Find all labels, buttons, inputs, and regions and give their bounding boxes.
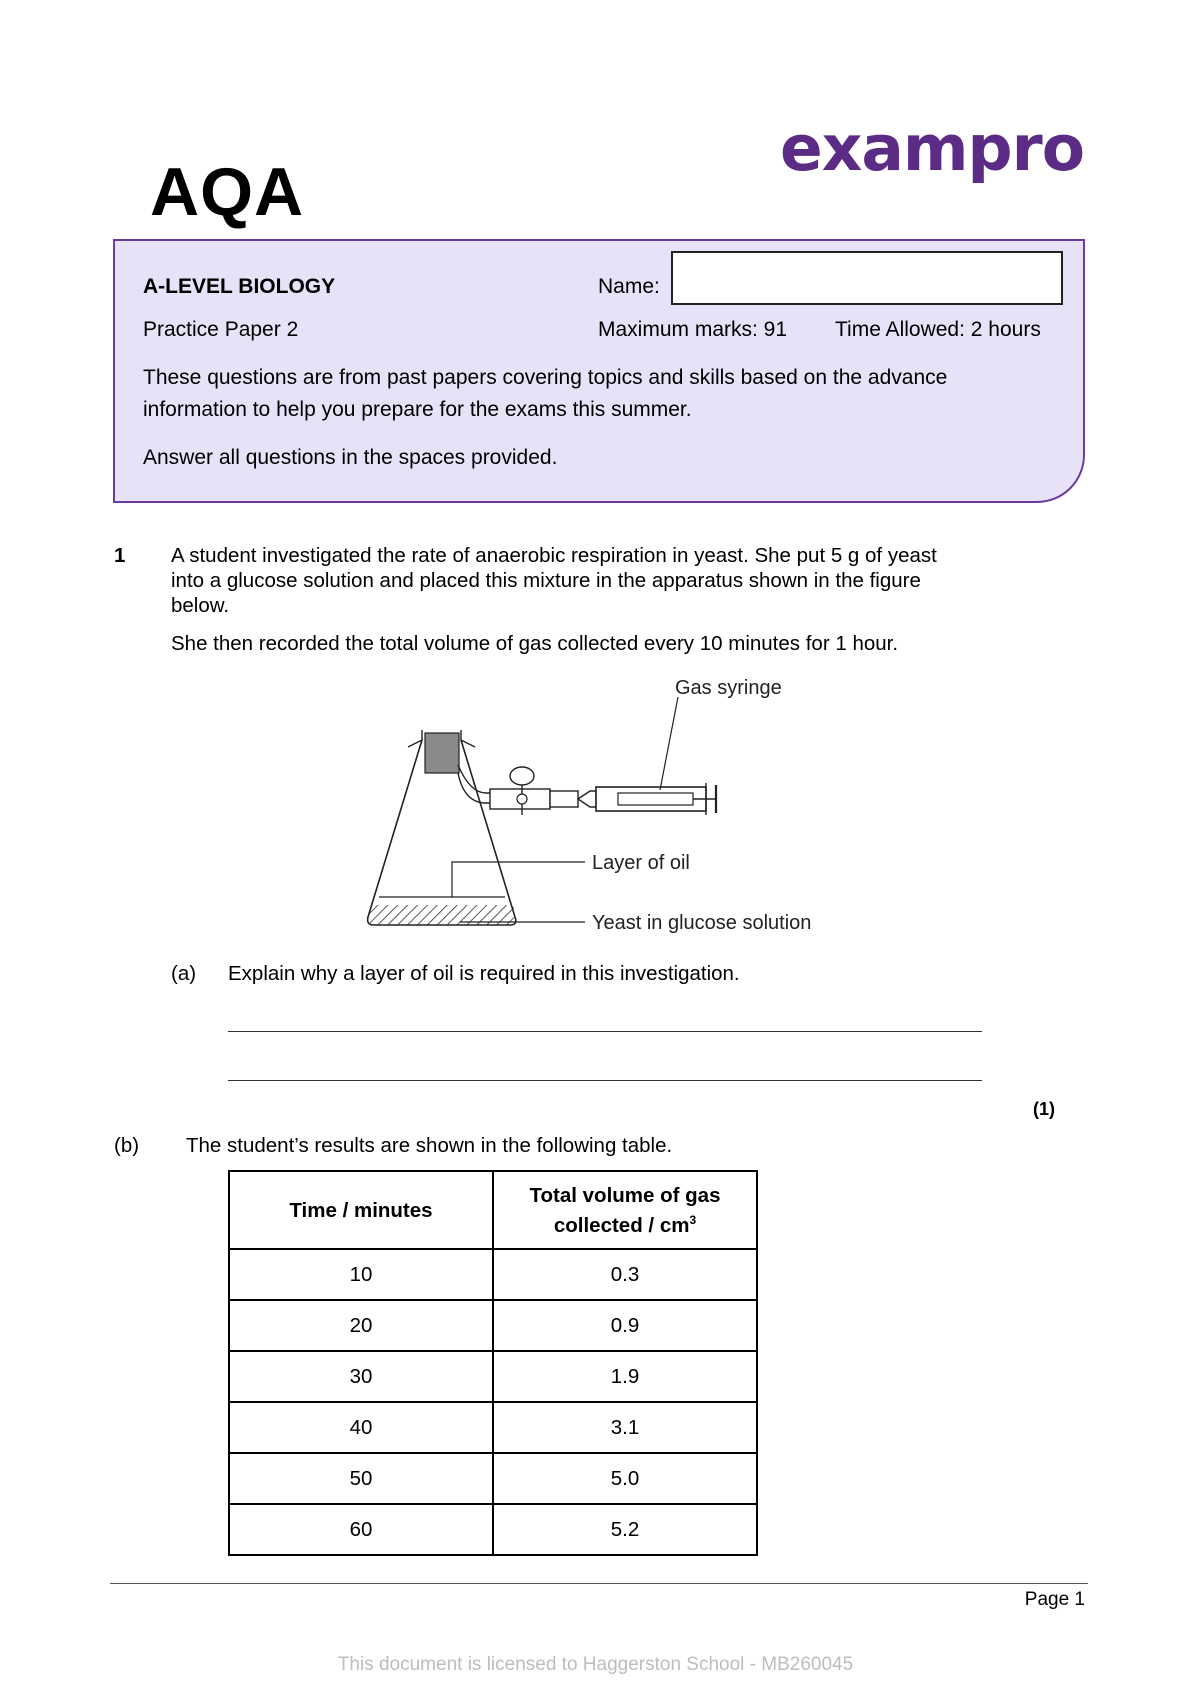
table-row xyxy=(229,1300,757,1351)
label-yeast-in-glucose: Yeast in glucose solution xyxy=(592,912,812,934)
exampro-logo xyxy=(780,112,1090,192)
license-watermark: This document is licensed to Haggerston School - MB260045 xyxy=(337,1654,854,1675)
label-layer-of-oil: Layer of oil xyxy=(592,852,690,874)
table-header-row xyxy=(229,1171,757,1249)
volume-cell: 0.9 xyxy=(493,1300,757,1351)
exam-board-title: AQA xyxy=(150,154,305,230)
gas-syringe xyxy=(550,783,716,815)
time-cell: 10 xyxy=(229,1249,493,1300)
bung xyxy=(425,733,459,773)
name-label: Name: xyxy=(598,275,660,298)
table-row xyxy=(229,1351,757,1402)
volume-cell: 1.9 xyxy=(493,1351,757,1402)
table-row xyxy=(229,1402,757,1453)
time-allowed: Time Allowed: 2 hours xyxy=(835,318,1041,341)
col-volume-header-line2: collected / cm xyxy=(553,1213,690,1237)
label-gas-syringe: Gas syringe xyxy=(675,677,782,699)
table-row xyxy=(229,1453,757,1504)
col-volume-header xyxy=(493,1171,757,1249)
cubed-superscript: 3 xyxy=(689,1212,697,1227)
question-line-4: She then recorded the total volume of gas collected every 10 minutes for 1 hour. xyxy=(171,632,899,655)
name-input-box[interactable] xyxy=(671,251,1063,305)
results-table xyxy=(228,1170,758,1556)
volume-cell: 3.1 xyxy=(493,1402,757,1453)
table-row xyxy=(229,1249,757,1300)
logo-text: exampro xyxy=(780,112,1084,185)
max-marks: Maximum marks: 91 xyxy=(598,318,788,341)
part-b-label: (b) xyxy=(114,1134,140,1157)
volume-cell: 5.2 xyxy=(493,1504,757,1555)
col-volume-header-line1: Total volume of gas xyxy=(529,1183,721,1207)
volume-cell: 5.0 xyxy=(493,1453,757,1504)
volume-cell: 0.3 xyxy=(493,1249,757,1300)
time-cell: 50 xyxy=(229,1453,493,1504)
info-line-2: information to help you prepare for the exams this summer. xyxy=(143,398,692,421)
subject-title: A-LEVEL BIOLOGY xyxy=(143,275,336,298)
apparatus-diagram xyxy=(360,665,830,950)
question-number: 1 xyxy=(114,544,126,567)
time-cell: 60 xyxy=(229,1504,493,1555)
footer-divider xyxy=(110,1583,1088,1584)
time-cell: 20 xyxy=(229,1300,493,1351)
tap xyxy=(490,767,550,815)
part-a-text: Explain why a layer of oil is required in this investigation. xyxy=(228,962,740,985)
page-number: Page 1 xyxy=(1024,1589,1085,1610)
part-a-label: (a) xyxy=(171,962,197,985)
paper-title: Practice Paper 2 xyxy=(143,318,299,341)
question-line-3: below. xyxy=(171,594,230,617)
yeast-solution xyxy=(370,905,514,925)
oil-leader-line xyxy=(452,862,585,897)
part-a-marks: (1) xyxy=(1033,1099,1055,1119)
instruction-text: Answer all questions in the spaces provided. xyxy=(143,446,558,469)
answer-line[interactable] xyxy=(228,1080,982,1081)
question-line-2: into a glucose solution and placed this mixture in the apparatus shown in the figure xyxy=(171,569,921,592)
question-line-1: A student investigated the rate of anaerobic respiration in yeast. She put 5 g of yeast xyxy=(171,544,937,567)
answer-line[interactable] xyxy=(228,1031,982,1032)
syringe-leader-line xyxy=(660,697,678,790)
col-time-header: Time / minutes xyxy=(229,1171,493,1249)
info-line-1: These questions are from past papers covering topics and skills based on the advance xyxy=(143,366,948,389)
time-cell: 30 xyxy=(229,1351,493,1402)
part-b-text: The student’s results are shown in the following table. xyxy=(186,1134,673,1157)
table-row xyxy=(229,1504,757,1555)
time-cell: 40 xyxy=(229,1402,493,1453)
